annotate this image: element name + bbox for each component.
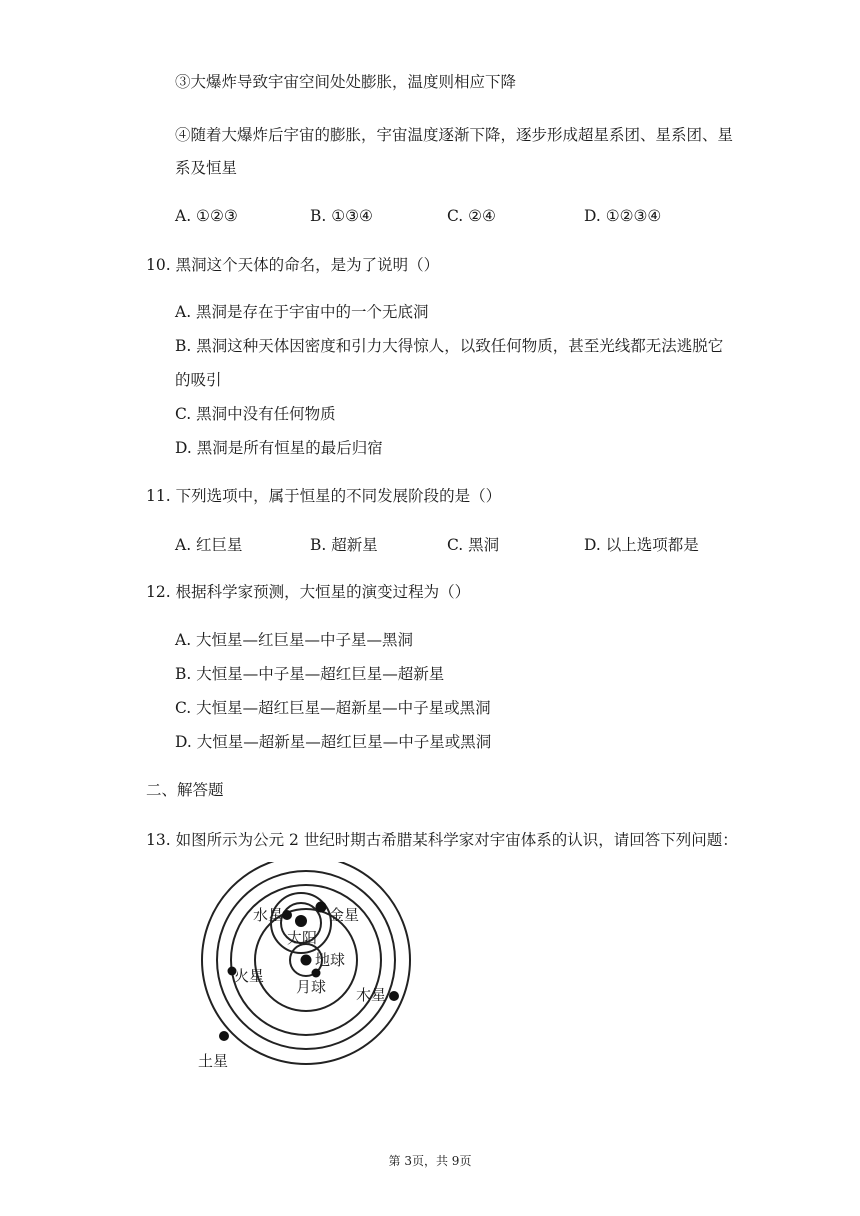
q11-option-b: B. 超新星 <box>310 536 378 554</box>
sun-body <box>295 915 307 927</box>
q9-statement-3: ③大爆炸导致宇宙空间处处膨胀，温度则相应下降 <box>175 73 517 91</box>
q10-option-c: C. 黑洞中没有任何物质 <box>175 405 336 423</box>
q11-option-c: C. 黑洞 <box>447 536 500 554</box>
mercury-body <box>282 910 292 920</box>
q11-options <box>0 535 860 555</box>
q9-statement-4-line1: ④随着大爆炸后宇宙的膨胀，宇宙温度逐渐下降，逐步形成超星系团、星系团、星 <box>175 126 734 144</box>
q9-options <box>0 206 860 226</box>
earth-body <box>301 955 312 966</box>
q9-option-b: B. ①③④ <box>310 207 373 225</box>
saturn-body <box>219 1031 229 1041</box>
section-heading: 二、解答题 <box>146 781 224 799</box>
q9-option-a: A. ①②③ <box>175 207 238 225</box>
q12-option-d: D. 大恒星—超新星—超红巨星—中子星或黑洞 <box>175 733 492 751</box>
mercury-label: 水星 <box>253 906 284 924</box>
q10-stem: 10. 黑洞这个天体的命名，是为了说明（） <box>146 256 440 274</box>
q10-option-b-line2: 的吸引 <box>175 371 222 389</box>
q11-stem: 11. 下列选项中，属于恒星的不同发展阶段的是（） <box>146 487 502 505</box>
q10-option-b-line1: B. 黑洞这种天体因密度和引力大得惊人，以致任何物质，甚至光线都无法逃脱它 <box>175 337 724 355</box>
q11-option-a: A. 红巨星 <box>175 536 243 554</box>
q9-option-d: D. ①②③④ <box>584 207 662 225</box>
q12-option-b: B. 大恒星—中子星—超红巨星—超新星 <box>175 665 445 683</box>
saturn-label: 土星 <box>198 1052 229 1070</box>
jupiter-label: 木星 <box>356 986 387 1004</box>
q10-option-d: D. 黑洞是所有恒星的最后归宿 <box>175 439 383 457</box>
geocentric-diagram <box>190 862 430 1082</box>
moon-label: 月球 <box>296 978 327 996</box>
q9-statement-4-line2: 系及恒星 <box>175 159 238 177</box>
q11-option-d: D. 以上选项都是 <box>584 536 699 554</box>
q12-stem: 12. 根据科学家预测，大恒星的演变过程为（） <box>146 583 471 601</box>
venus-label: 金星 <box>329 906 360 924</box>
mars-label: 火星 <box>234 967 265 985</box>
q12-option-a: A. 大恒星—红巨星—中子星—黑洞 <box>175 631 414 649</box>
moon-body <box>312 969 321 978</box>
earth-label: 地球 <box>315 951 346 969</box>
sun-label: 太阳 <box>287 929 318 947</box>
jupiter-body <box>389 991 399 1001</box>
q9-option-c: C. ②④ <box>447 207 496 225</box>
q10-option-a: A. 黑洞是存在于宇宙中的一个无底洞 <box>175 303 429 321</box>
q12-option-c: C. 大恒星—超红巨星—超新星—中子星或黑洞 <box>175 699 491 717</box>
q13-stem: 13. 如图所示为公元 2 世纪时期古希腊某科学家对宇宙体系的认识，请回答下列问题： <box>146 831 738 849</box>
page-footer: 第 3页，共 9页 <box>388 1154 472 1168</box>
venus-body <box>316 902 327 913</box>
